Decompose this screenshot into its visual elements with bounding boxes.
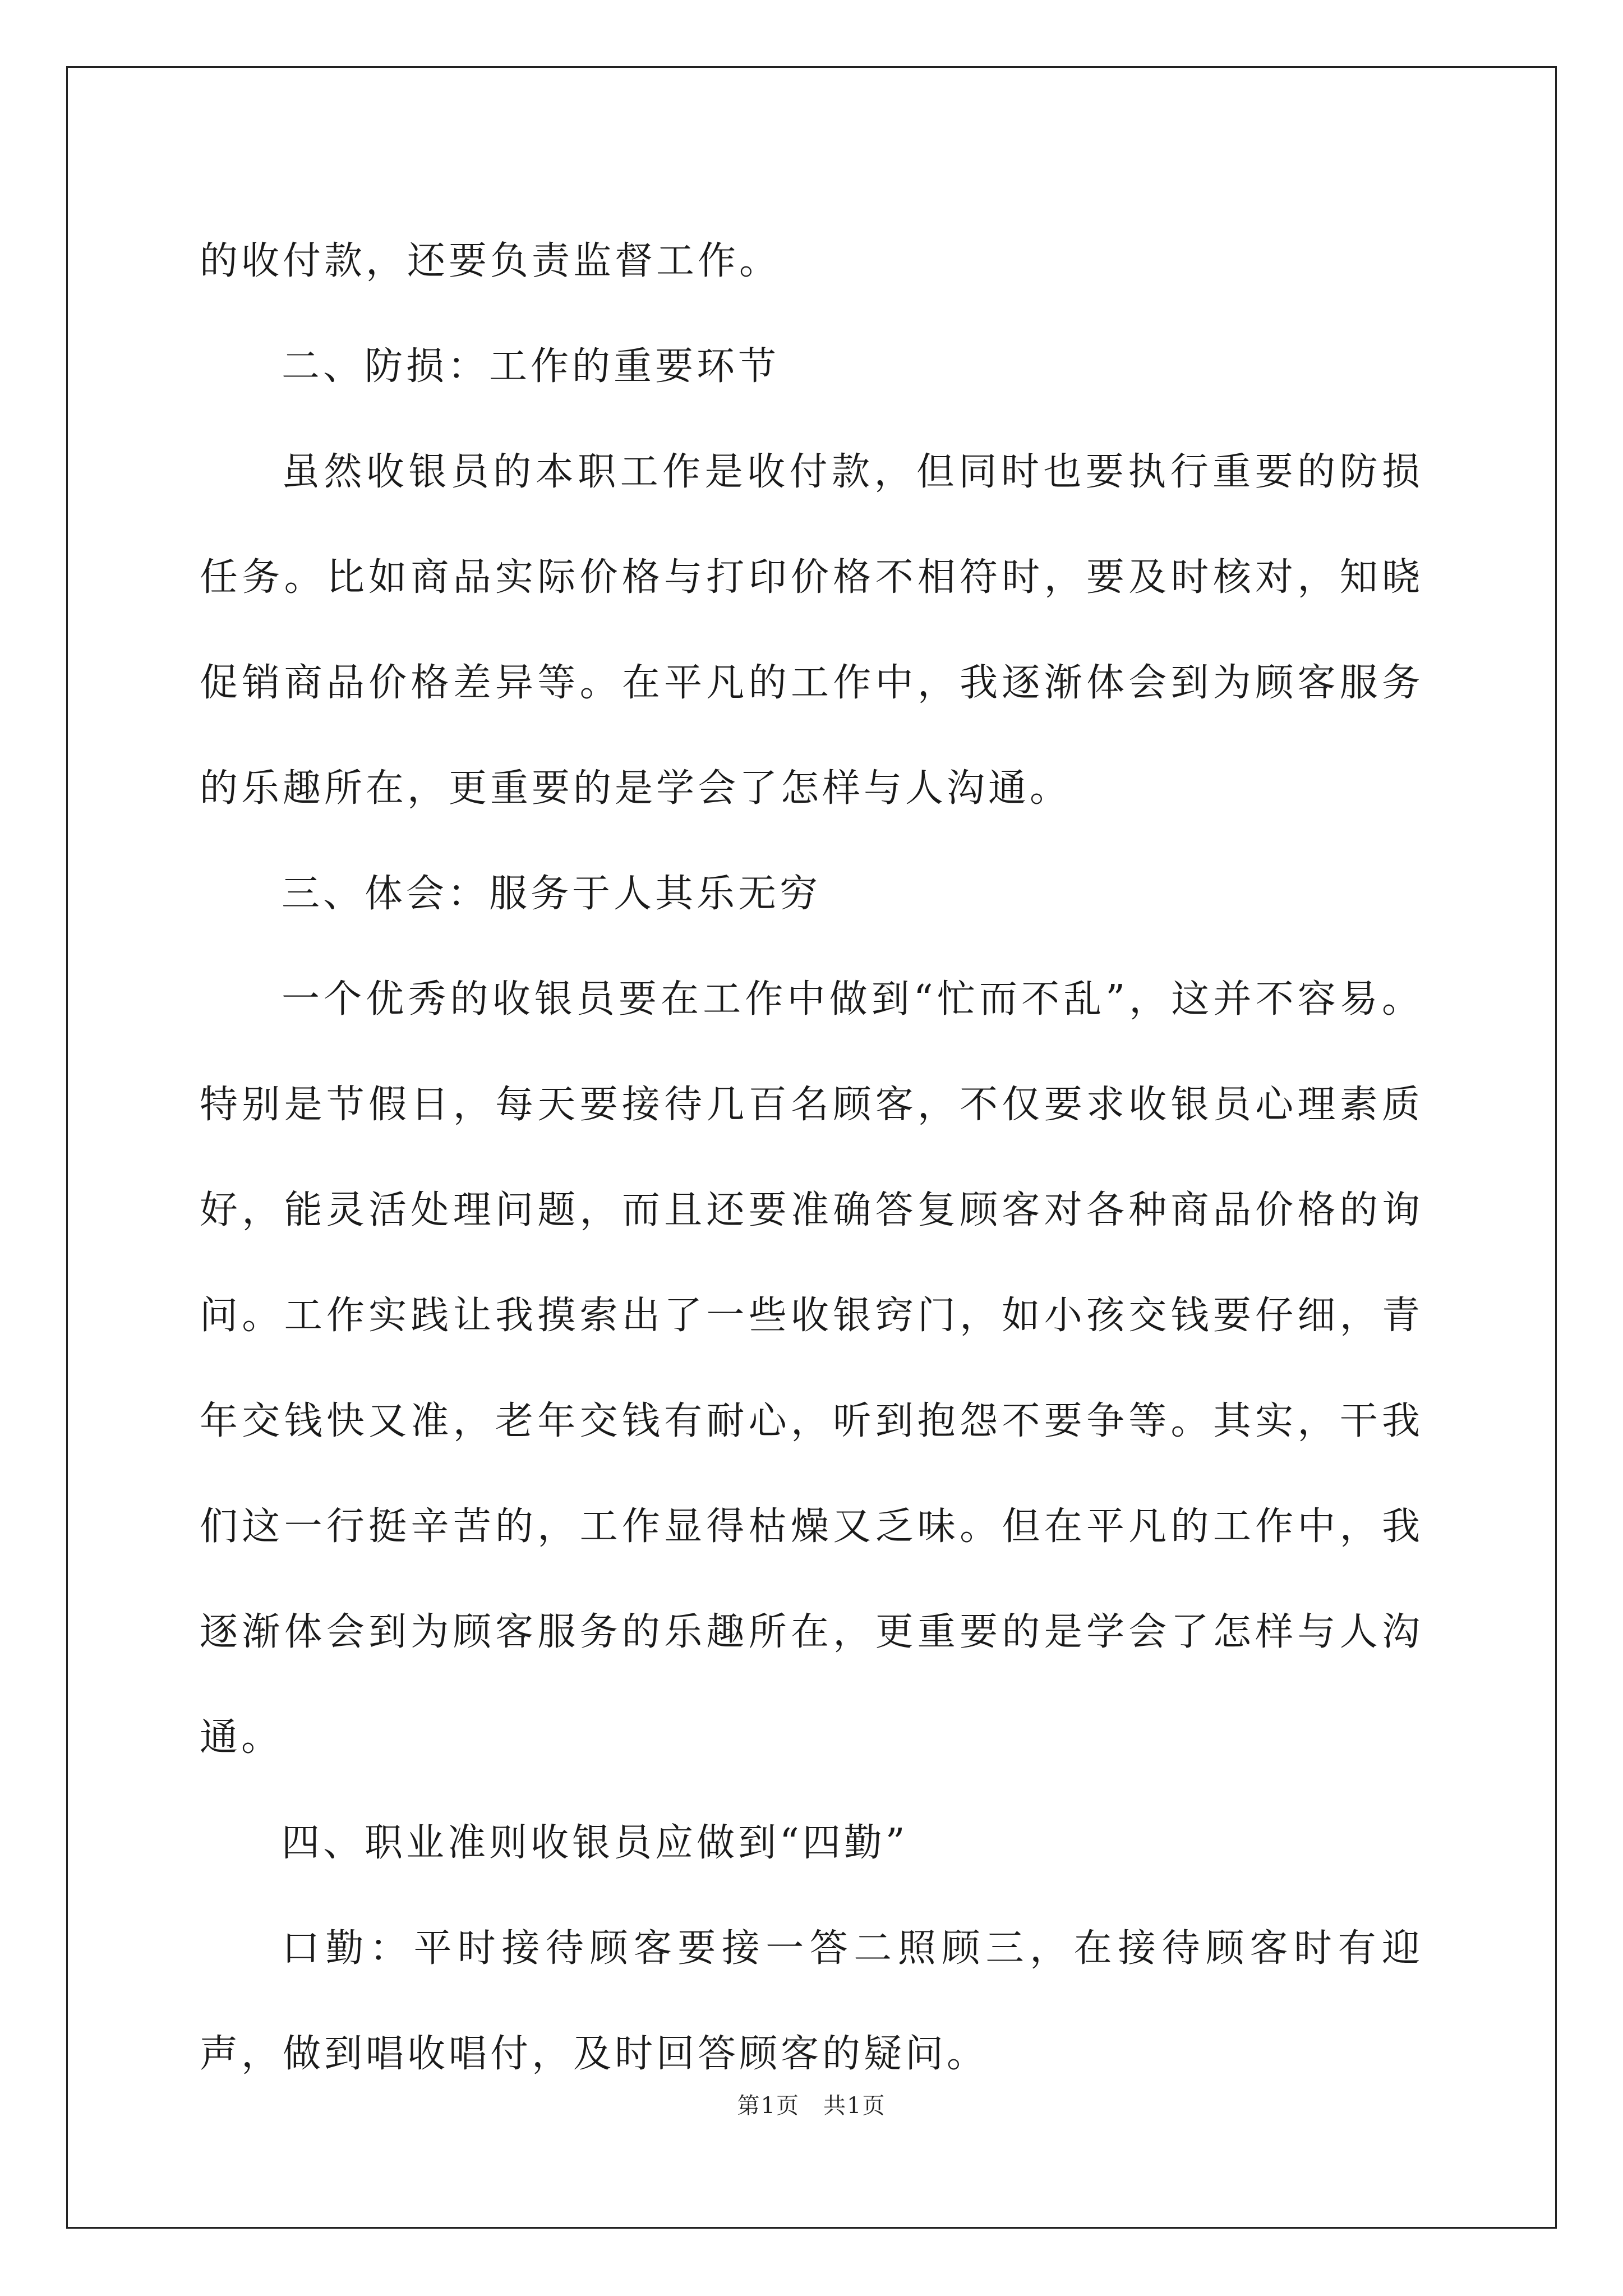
paragraph-experience: 一个优秀的收银员要在工作中做到“忙而不乱”，这并不容易。特别是节假日，每天要接待几百名顾客，不仅要求收银员心理素质好，能灵活处理问题，而且还要准确答复顾客对各种商品价格的询问。工作实践让我摸索出了一些收银窍门，如小孩交钱要仔细，青年交钱快又准，老年交钱有耐心，听到抱怨不要争等。其实，干我们这一行挺辛苦的，工作显得枯燥又乏味。但在平凡的工作中，我逐渐体会到为顾客服务的乐趣所在，更重要的是学会了怎样与人沟通。: [200, 977, 1423, 1760]
document-body: [200, 209, 1423, 2107]
section-heading-loss-prevention: 二、防损：工作的重要环节: [282, 344, 780, 389]
page-number-footer: 第1页 共1页: [737, 2093, 886, 2119]
paragraph-loss-prevention: 虽然收银员的本职工作是收付款，但同时也要执行重要的防损任务。比如商品实际价格与打印价格不相符时，要及时核对，知晓促销商品价格差异等。在平凡的工作中，我逐渐体会到为顾客服务的乐趣所在，更重要的是学会了怎样与人沟通。: [200, 450, 1423, 811]
paragraph-continuation: 的收付款，还要负责监督工作。: [200, 239, 781, 283]
section-heading-experience: 三、体会：服务于人其乐无穷: [282, 872, 822, 916]
paragraph-guidelines: 口勤：平时接待顾客要接一答二照顾三，在接待顾客时有迎声，做到唱收唱付，及时回答顾客的疑问。: [200, 1926, 1423, 2076]
section-heading-guidelines: 四、职业准则收银员应做到“四勤”: [282, 1821, 909, 1865]
